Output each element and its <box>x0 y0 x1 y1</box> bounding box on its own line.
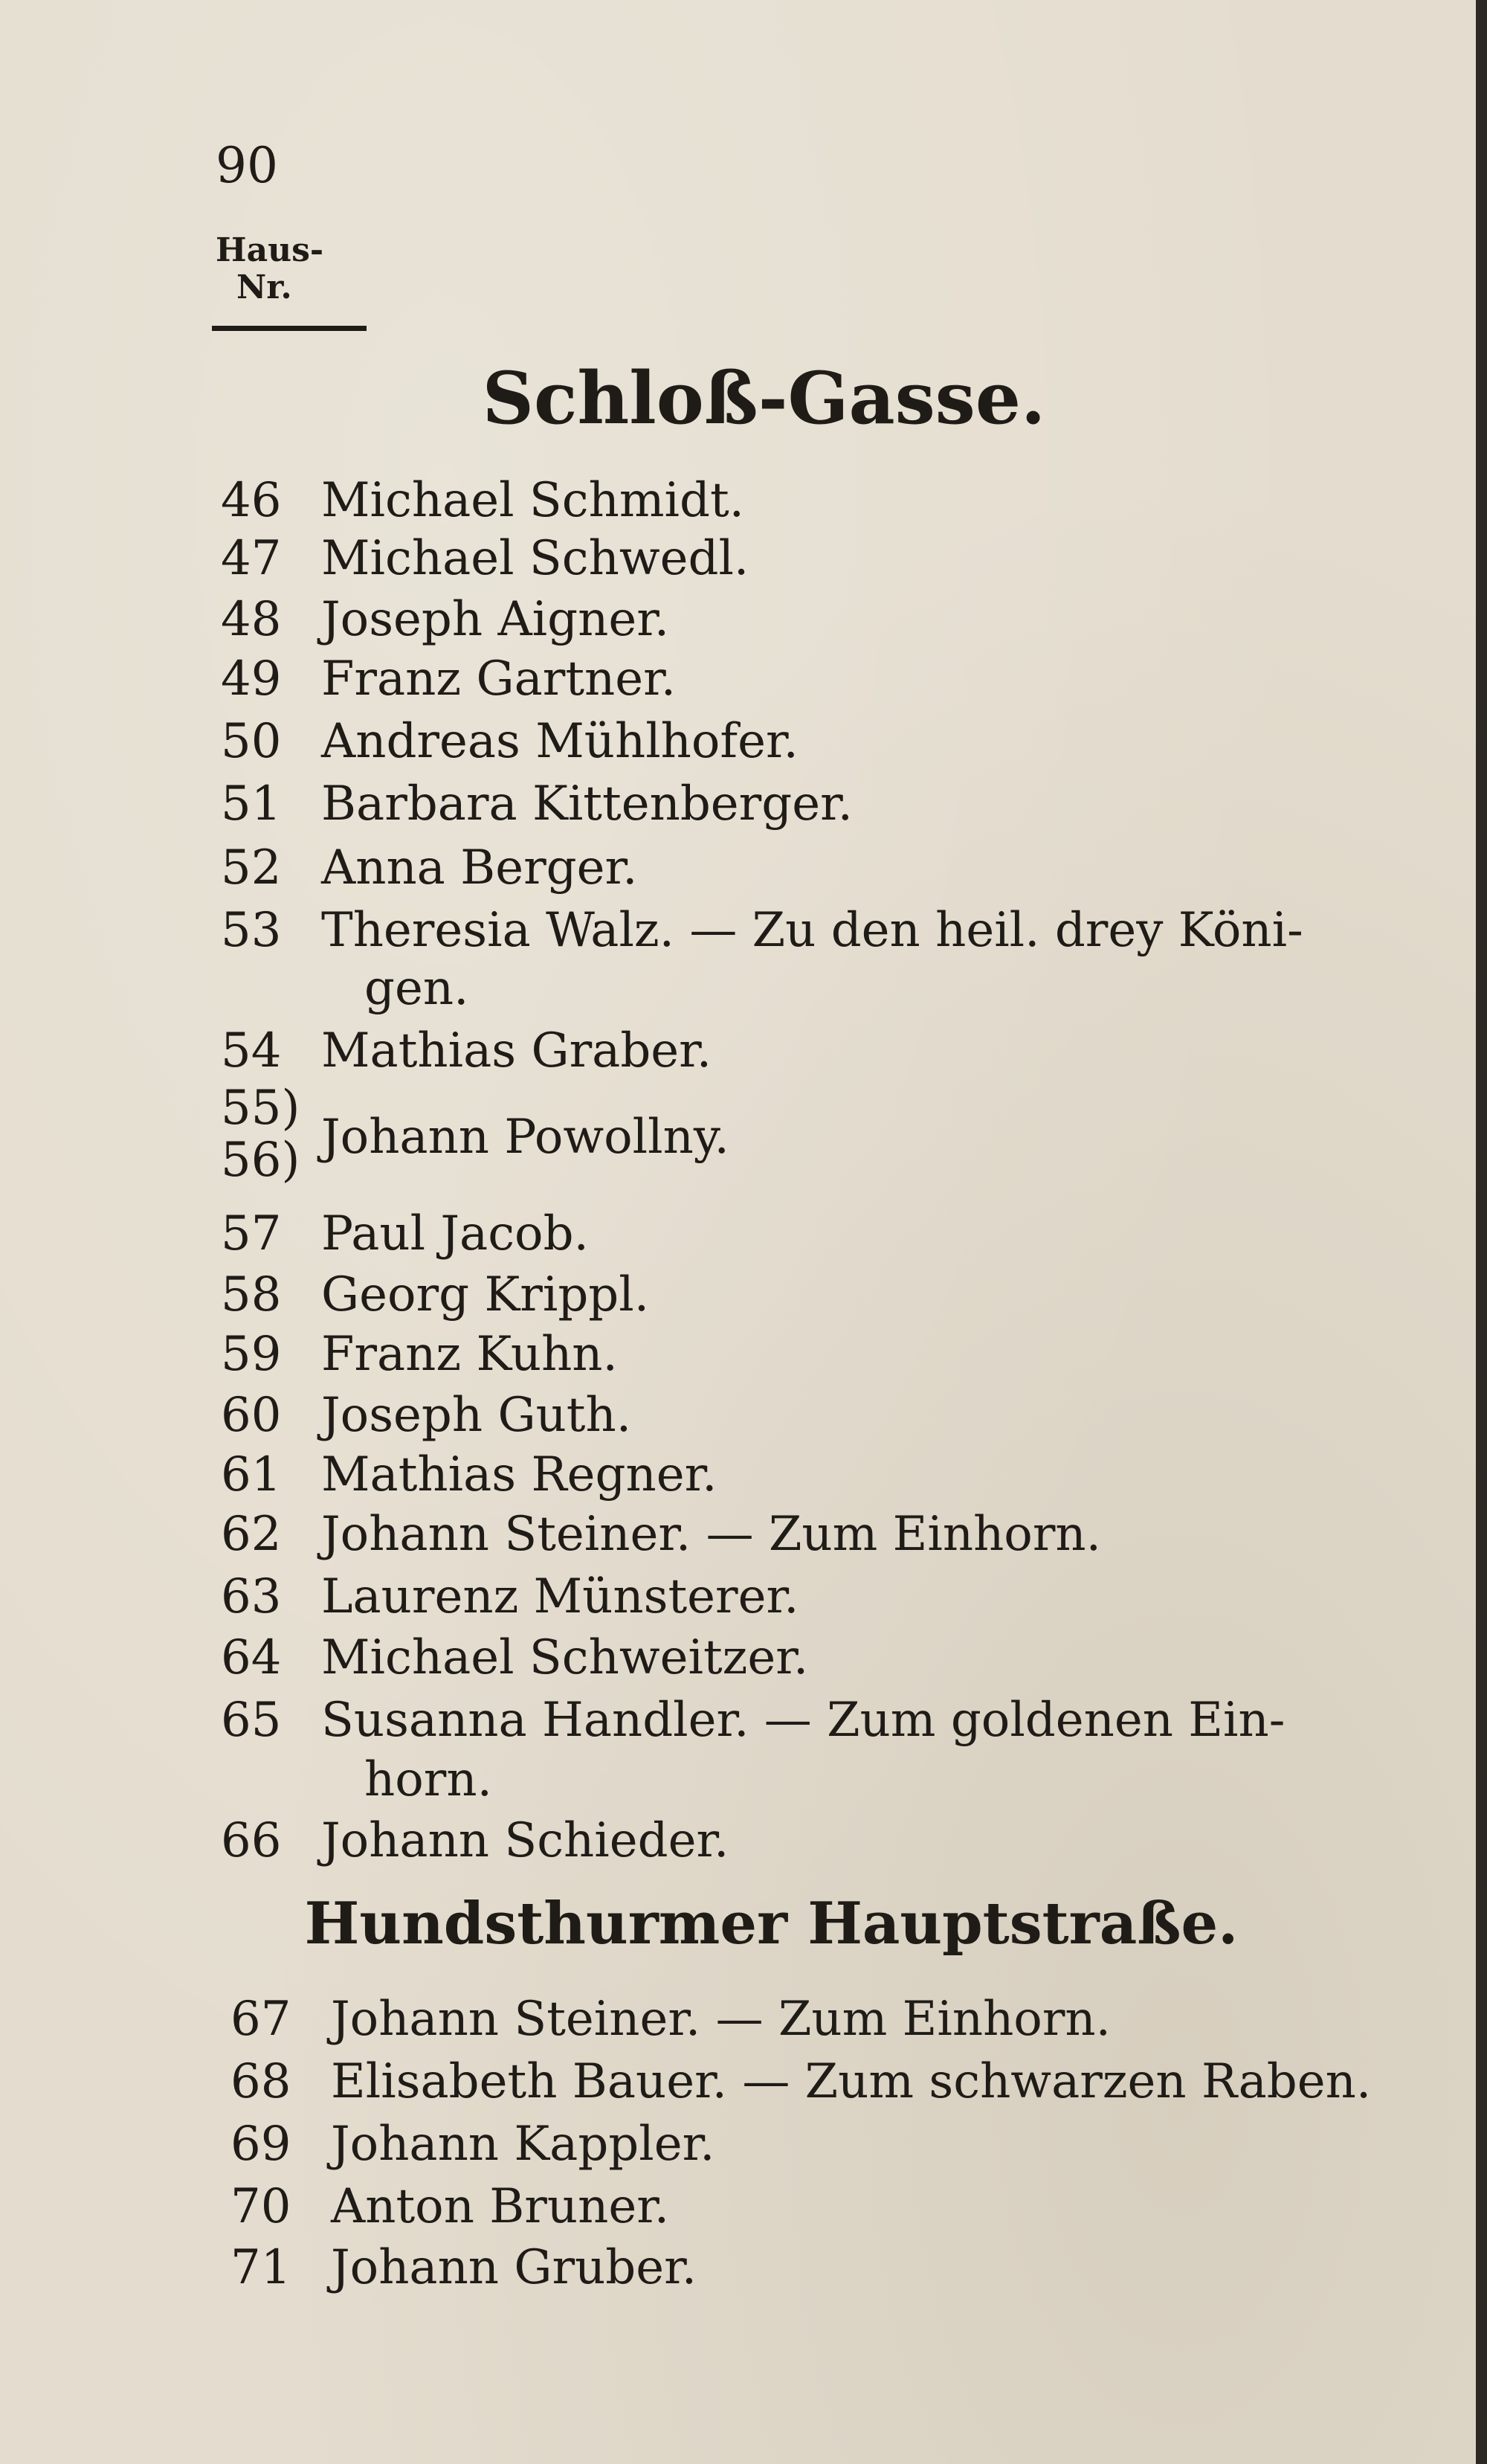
house-number: 47 <box>221 531 282 586</box>
resident-name: Mathias Regner. <box>321 1447 717 1502</box>
house-number: 54 <box>221 1023 282 1078</box>
entry-row <box>221 1206 589 1261</box>
house-number: 69 <box>230 2117 291 2172</box>
house-number: 67 <box>230 1992 291 2047</box>
house-number: 62 <box>221 1507 282 1562</box>
entry-row <box>221 1388 631 1443</box>
house-number: 50 <box>221 714 282 769</box>
entry-row <box>221 1507 1101 1562</box>
resident-name: Johann Steiner. — Zum Einhorn. <box>321 1507 1101 1562</box>
entry-row <box>230 2240 697 2295</box>
resident-name: Joseph Guth. <box>321 1388 632 1443</box>
entry-row <box>221 776 853 831</box>
house-number: 65 <box>221 1693 282 1748</box>
house-number: 51 <box>221 776 282 831</box>
house-number: 63 <box>221 1569 282 1624</box>
house-number: 61 <box>221 1447 282 1502</box>
bracketed-house-numbers <box>221 1082 300 1186</box>
house-number: 68 <box>230 2054 291 2109</box>
house-number: 59 <box>221 1327 282 1382</box>
entry-row <box>221 1267 649 1322</box>
resident-name: Michael Schweitzer. <box>321 1630 809 1685</box>
resident-name: Mathias Graber. <box>321 1023 712 1078</box>
entry-row <box>230 2054 1371 2109</box>
house-number: 46 <box>221 473 282 528</box>
house-number: 70 <box>230 2179 291 2234</box>
resident-name: Johann Schieder. <box>321 1813 729 1868</box>
header-rule <box>212 326 367 331</box>
resident-name: Paul Jacob. <box>321 1206 589 1261</box>
house-number: 56) <box>221 1133 300 1188</box>
entry-row <box>221 652 676 707</box>
entry-row <box>221 1569 799 1624</box>
entry-row <box>221 1023 712 1078</box>
house-number: 71 <box>230 2240 291 2295</box>
resident-name: Johann Powollny. <box>321 1110 729 1165</box>
entry-row <box>221 840 637 895</box>
resident-name: Elisabeth Bauer. — Zum schwarzen Raben. <box>331 2054 1372 2109</box>
resident-name: Johann Steiner. — Zum Einhorn. <box>331 1992 1111 2047</box>
entry-row <box>221 1693 1285 1748</box>
entry-row <box>221 1630 808 1685</box>
column-header <box>216 232 323 306</box>
section-title-hundsthurmer-hauptstrasse: Hundsthurmer Hauptstraße. <box>304 1890 1239 1958</box>
resident-name: Michael Schmidt. <box>321 473 744 528</box>
resident-name: Anna Berger. <box>321 840 638 895</box>
entry-row <box>230 2117 715 2172</box>
resident-name: Joseph Aigner. <box>321 592 670 647</box>
entry-row <box>221 903 1303 958</box>
resident-name: Johann Kappler. <box>331 2117 715 2172</box>
entry-row <box>221 1447 717 1502</box>
entry-row <box>230 2179 669 2234</box>
page-edge <box>1476 0 1487 2464</box>
entry-row <box>221 592 669 647</box>
entry-row <box>221 473 744 528</box>
house-number: 49 <box>221 652 282 707</box>
section-title-schloss-gasse: Schloß-Gasse. <box>482 356 1046 440</box>
entry-row <box>221 1327 618 1382</box>
entry-row <box>221 714 799 769</box>
resident-name: Johann Gruber. <box>331 2240 697 2295</box>
entry-row <box>221 1813 729 1868</box>
house-number: 66 <box>221 1813 282 1868</box>
entry-continuation: gen. <box>364 961 469 1016</box>
house-number: 64 <box>221 1630 282 1685</box>
resident-name: Barbara Kittenberger. <box>321 776 853 831</box>
house-number: 60 <box>221 1388 282 1443</box>
house-number: 57 <box>221 1206 282 1261</box>
resident-name: Franz Kuhn. <box>321 1327 618 1382</box>
column-header-line1: Haus- <box>216 231 324 269</box>
house-number: 53 <box>221 903 282 958</box>
resident-name: Franz Gartner. <box>321 652 677 707</box>
resident-name: Georg Krippl. <box>321 1267 650 1322</box>
resident-name: Michael Schwedl. <box>321 531 749 586</box>
resident-name: Anton Bruner. <box>331 2179 670 2234</box>
house-number: 58 <box>221 1267 282 1322</box>
resident-name: Susanna Handler. — Zum goldenen Ein- <box>321 1693 1286 1748</box>
page-number: 90 <box>216 137 278 194</box>
column-header-line2: Nr. <box>236 268 292 306</box>
house-number: 52 <box>221 840 282 895</box>
entry-row <box>230 1992 1111 2047</box>
house-number: 55) <box>221 1081 300 1136</box>
resident-name: Andreas Mühlhofer. <box>321 714 799 769</box>
resident-name: Theresia Walz. — Zu den heil. drey Köni- <box>321 903 1303 958</box>
entry-continuation: horn. <box>364 1752 492 1807</box>
house-number: 48 <box>221 592 282 647</box>
entry-row <box>221 531 749 586</box>
resident-name: Laurenz Münsterer. <box>321 1569 799 1624</box>
